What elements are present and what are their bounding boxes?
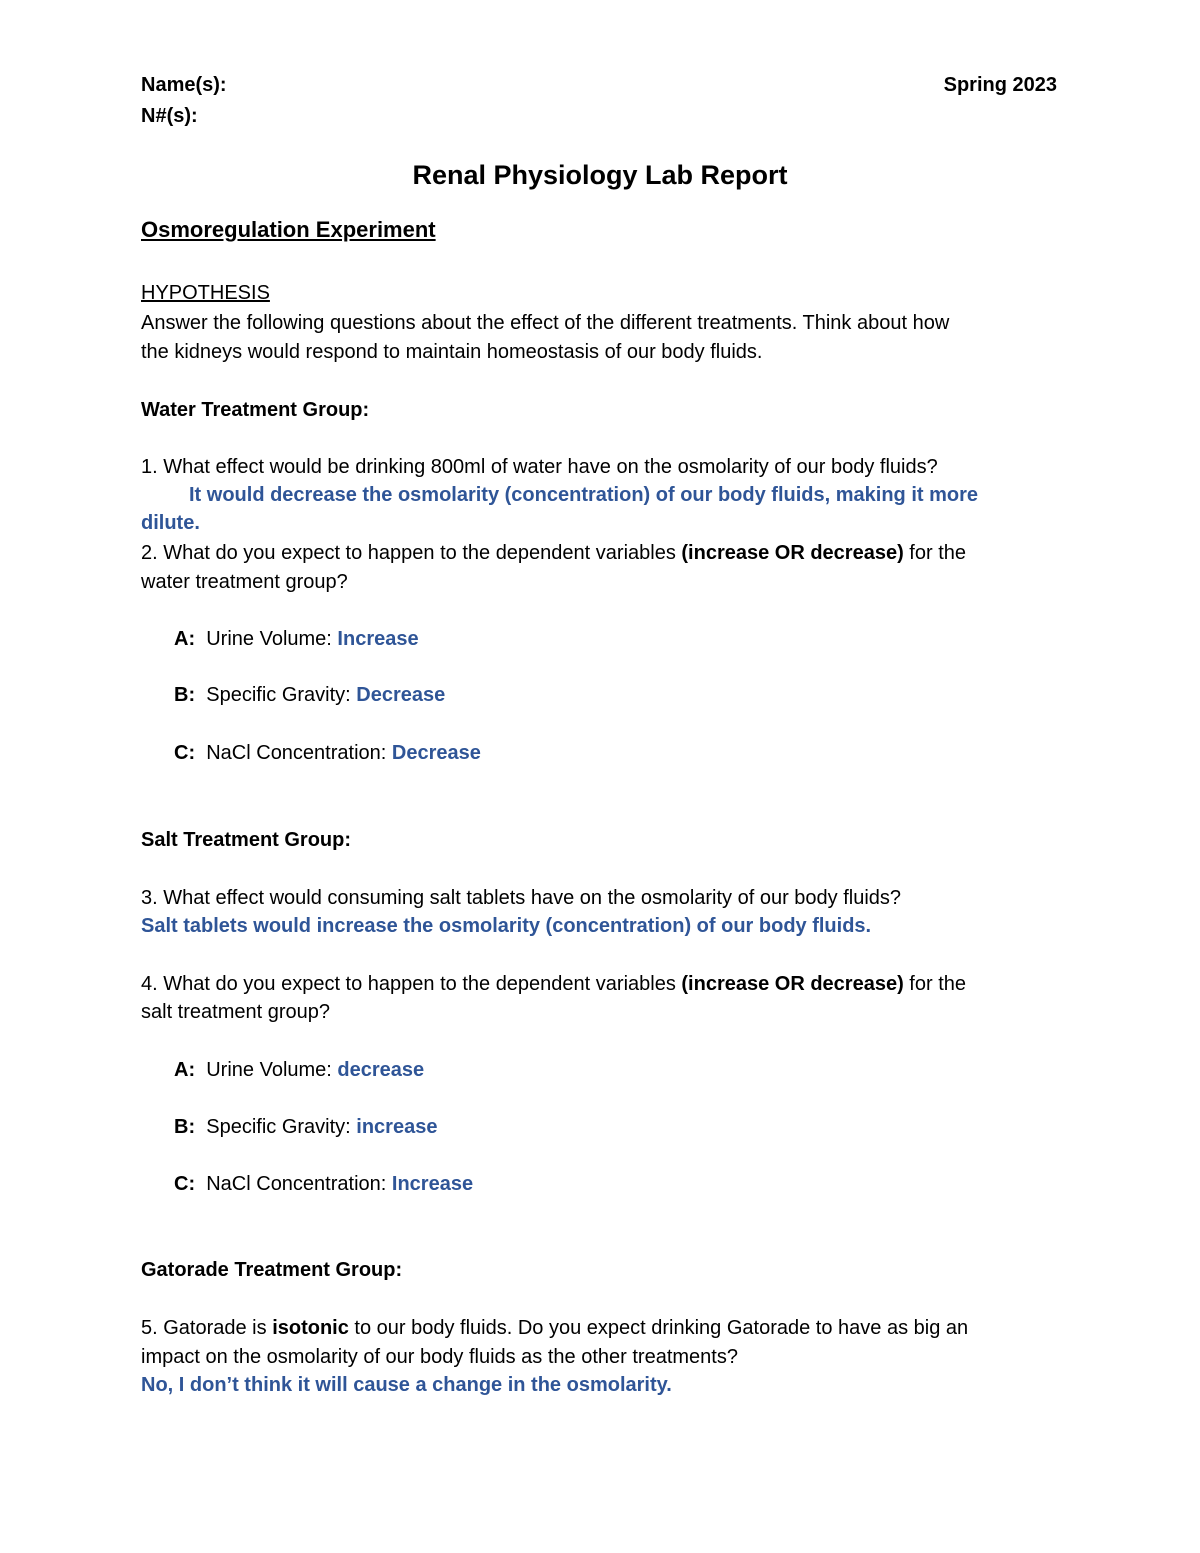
water-var-b [174,681,445,709]
salt-var-b [174,1113,437,1141]
gatorade-group-heading: Gatorade Treatment Group: [141,1259,403,1281]
question-4-suffix: for the [903,973,966,995]
water-var-c [174,739,481,767]
question-4-bold: (increase OR decrease) [681,973,904,995]
var-answer: Increase [391,1173,474,1195]
var-letter: B: [174,684,196,706]
question-5-prefix: 5. Gatorade is [141,1317,273,1339]
term-label: Spring 2023 [943,74,1057,96]
question-2-suffix: for the [903,542,966,564]
question-5-line2: impact on the osmolarity of our body fluids as the other treatments? [141,1346,738,1368]
var-answer: decrease [337,1059,425,1081]
page-title: Renal Physiology Lab Report [412,160,788,190]
question-2-line2: water treatment group? [141,571,348,593]
answer-1-line2: dilute. [141,512,200,534]
hypothesis-intro-line2: the kidneys would respond to maintain homeostasis of our body fluids. [141,341,763,363]
question-4-line1 [141,970,966,998]
question-4-prefix: 4. What do you expect to happen to the dependent variables [141,973,682,995]
water-var-a [174,625,419,653]
question-2-bold: (increase OR decrease) [681,542,904,564]
var-letter: C: [174,742,196,764]
hypothesis-heading: HYPOTHESIS [141,282,270,304]
var-answer: Decrease [391,742,481,764]
var-answer: Decrease [356,684,446,706]
question-2-line1 [141,539,966,567]
answer-1-line1: It would decrease the osmolarity (concentration) of our body fluids, making it more [189,484,978,506]
hypothesis-intro-line1: Answer the following questions about the effect of the different treatments. Think about how [141,312,950,334]
question-4-line2: salt treatment group? [141,1001,330,1023]
var-label: NaCl Concentration: [206,1173,387,1195]
answer-3: Salt tablets would increase the osmolarity (concentration) of our body fluids. [141,915,872,937]
var-label: Urine Volume: [206,628,332,650]
question-5-line1 [141,1314,968,1342]
water-group-heading: Water Treatment Group: [141,399,370,421]
var-label: Urine Volume: [206,1059,332,1081]
answer-5: No, I don’t think it will cause a change in the osmolarity. [141,1374,672,1396]
var-answer: increase [356,1116,438,1138]
var-letter: C: [174,1173,196,1195]
question-5-bold: isotonic [272,1317,349,1339]
var-letter: A: [174,1059,196,1081]
question-3: 3. What effect would consuming salt tablets have on the osmolarity of our body fluids? [141,887,902,909]
question-5-suffix: to our body fluids. Do you expect drinking Gatorade to have as big an [348,1317,969,1339]
question-2-prefix: 2. What do you expect to happen to the dependent variables [141,542,682,564]
var-label: Specific Gravity: [206,1116,351,1138]
nnumber-label: N#(s): [141,105,198,127]
var-letter: A: [174,628,196,650]
question-1: 1. What effect would be drinking 800ml of water have on the osmolarity of our body fluids? [141,456,938,478]
var-letter: B: [174,1116,196,1138]
salt-var-c [174,1170,473,1198]
var-answer: Increase [337,628,419,650]
section-title: Osmoregulation Experiment [141,217,436,242]
names-label: Name(s): [141,74,227,96]
salt-var-a [174,1056,424,1084]
var-label: Specific Gravity: [206,684,351,706]
salt-group-heading: Salt Treatment Group: [141,829,352,851]
var-label: NaCl Concentration: [206,742,387,764]
